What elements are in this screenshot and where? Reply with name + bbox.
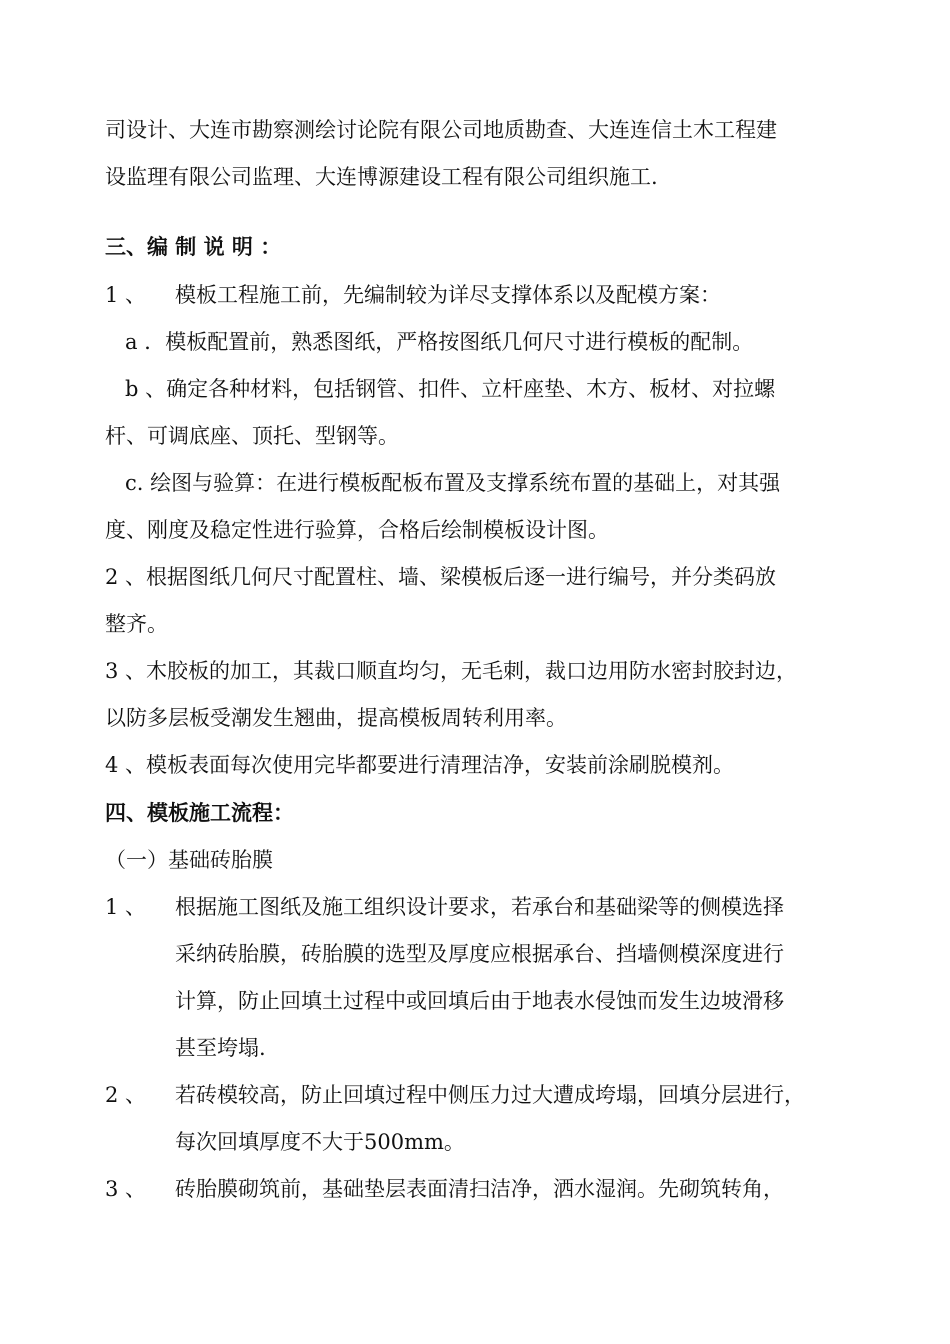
- section-heading-4: 四、模板施工流程：: [105, 800, 294, 825]
- list-item-3: 3 、木胶板的加工，其裁口顺直均匀，无毛刺，裁口边用防水密封胶封边，: [105, 659, 798, 683]
- list-item-2: 2 、根据图纸几何尺寸配置柱、墙、梁模板后逐一进行编号，并分类码放: [105, 565, 777, 589]
- paragraph-line: 司设计、大连市勘察测绘讨论院有限公司地质勘查、大连连信土木工程建: [105, 118, 777, 142]
- sub-item-a: a ．模板配置前，熟悉图纸，严格按图纸几何尺寸进行模板的配制。: [125, 330, 754, 354]
- sub-item-b-cont: 杆、可调底座、顶托、型钢等。: [105, 424, 399, 448]
- list-number: 3 、: [105, 1177, 147, 1201]
- list-item-3-cont: 以防多层板受潮发生翘曲，提高模板周转利用率。: [105, 706, 567, 730]
- section-heading-3: 三、编 制 说 明 ：: [105, 234, 282, 259]
- paragraph-line: 设监理有限公司监理、大连博源建设工程有限公司组织施工.: [105, 165, 658, 189]
- subsection-heading: （一）基础砖胎膜: [105, 848, 273, 872]
- list-item-4: 4 、模板表面每次使用完毕都要进行清理洁净，安装前涂刷脱模剂。: [105, 753, 735, 777]
- sub-item-b: b 、确定各种材料，包括钢管、扣件、立杆座垫、木方、板材、对拉螺: [125, 377, 776, 401]
- list-item-text: 若砖模较高，防止回填过程中侧压力过大遭成垮塌，回填分层进行，: [175, 1083, 805, 1107]
- list-item-text: 模板工程施工前，先编制较为详尽支撑体系以及配模方案：: [175, 283, 721, 307]
- list-item-text: 根据施工图纸及施工组织设计要求，若承台和基础梁等的侧模选择: [175, 895, 784, 919]
- list-number: 1 、: [105, 895, 147, 919]
- list-item-text: 甚至垮塌.: [175, 1036, 266, 1060]
- list-number: 2 、: [105, 1083, 147, 1107]
- sub-item-c-cont: 度、刚度及稳定性进行验算，合格后绘制模板设计图。: [105, 518, 609, 542]
- list-item-text: 砖胎膜砌筑前，基础垫层表面清扫洁净，洒水湿润。先砌筑转角，: [175, 1177, 784, 1201]
- list-item-text: 采纳砖胎膜，砖胎膜的选型及厚度应根据承台、挡墙侧模深度进行: [175, 942, 784, 966]
- list-item-text: 计算，防止回填土过程中或回填后由于地表水侵蚀而发生边坡滑移: [175, 989, 784, 1013]
- list-number: 1 、: [105, 283, 147, 307]
- list-item-text: 每次回填厚度不大于500mm。: [175, 1130, 465, 1154]
- sub-item-c: c. 绘图与验算：在进行模板配板布置及支撑系统布置的基础上，对其强: [125, 471, 781, 495]
- list-item-2-cont: 整齐。: [105, 612, 168, 636]
